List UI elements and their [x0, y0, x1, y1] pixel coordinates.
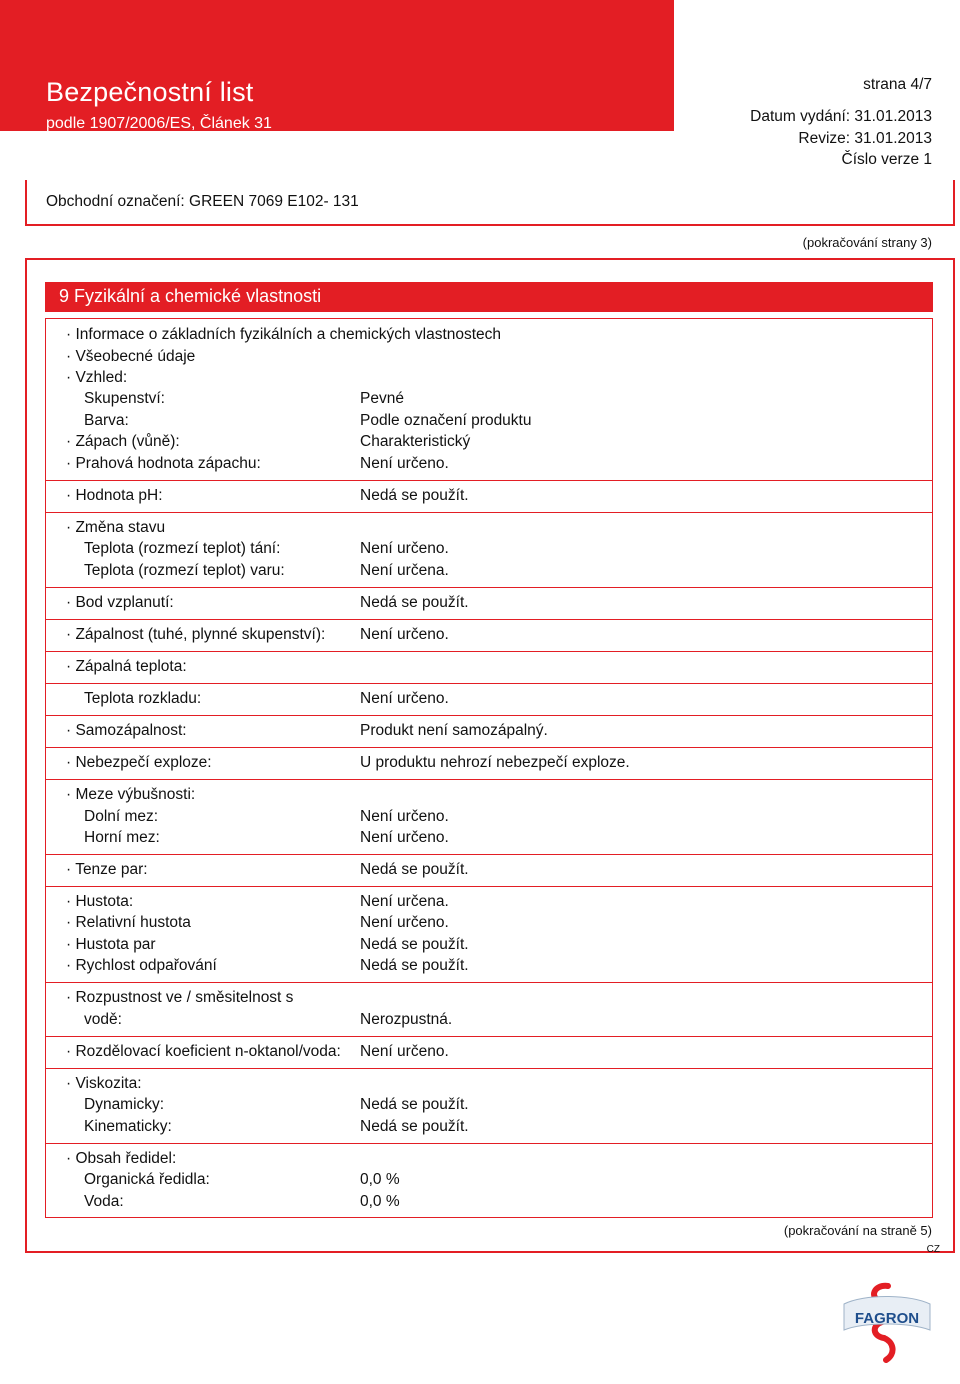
- property-value: Není určeno.: [360, 914, 449, 931]
- property-value: Nedá se použít.: [360, 936, 469, 953]
- property-label: · Informace o základních fyzikálních a chemických vlastnostech: [66, 326, 502, 343]
- property-value: Není určena.: [360, 562, 449, 579]
- property-label: · Relativní hustota: [66, 914, 191, 931]
- trade-name: Obchodní označení: GREEN 7069 E102- 131: [46, 193, 359, 210]
- property-value: Není určeno.: [360, 829, 449, 846]
- property-value: Není určena.: [360, 893, 449, 910]
- property-value: Nedá se použít.: [360, 861, 469, 878]
- section-header: [45, 282, 933, 312]
- language-code: CZ: [926, 1244, 940, 1255]
- property-label: · Hustota par: [66, 936, 156, 953]
- property-value: Produkt není samozápalný.: [360, 722, 548, 739]
- property-label: Skupenství:: [84, 390, 165, 407]
- property-label: · Hodnota pH:: [66, 487, 163, 504]
- fagron-logo-icon: [838, 1280, 936, 1370]
- property-label: · Rozpustnost ve / směsitelnost s: [66, 989, 294, 1006]
- row-divider: [46, 480, 932, 481]
- version-number: Číslo verze 1: [841, 151, 932, 168]
- property-value: Charakteristický: [360, 433, 471, 450]
- section-title: 9 Fyzikální a chemické vlastnosti: [59, 286, 322, 306]
- property-label: Teplota (rozmezí teplot) tání:: [84, 540, 281, 557]
- row-divider: [46, 651, 932, 652]
- property-label: · Změna stavu: [66, 519, 166, 536]
- property-label: · Vzhled:: [66, 369, 128, 386]
- property-label: · Rychlost odpařování: [66, 957, 217, 974]
- property-label: · Viskozita:: [66, 1075, 142, 1092]
- property-label: · Zápalnost (tuhé, plynné skupenství):: [66, 626, 326, 643]
- property-value: Nedá se použít.: [360, 1118, 469, 1135]
- row-divider: [46, 683, 932, 684]
- document-subtitle: podle 1907/2006/ES, Článek 31: [46, 115, 272, 132]
- row-divider: [46, 854, 932, 855]
- header-banner: [0, 0, 674, 131]
- row-divider: [46, 715, 932, 716]
- revision-date: Revize: 31.01.2013: [798, 130, 932, 147]
- property-label: · Prahová hodnota zápachu:: [66, 455, 261, 472]
- property-label: vodě:: [84, 1011, 122, 1028]
- property-value: Není určeno.: [360, 1043, 449, 1060]
- row-divider: [46, 1068, 932, 1069]
- row-divider: [46, 747, 932, 748]
- property-label: Organická ředidla:: [84, 1171, 210, 1188]
- property-value: Není určeno.: [360, 690, 449, 707]
- document-title: Bezpečnostní list: [46, 77, 254, 107]
- property-value: Nedá se použít.: [360, 594, 469, 611]
- property-value: Nedá se použít.: [360, 1096, 469, 1113]
- row-divider: [46, 512, 932, 513]
- property-label: · Nebezpečí exploze:: [66, 754, 212, 771]
- property-label: Teplota rozkladu:: [84, 690, 202, 707]
- property-value: Nedá se použít.: [360, 487, 469, 504]
- logo-text: FAGRON: [854, 1310, 920, 1327]
- property-label: · Meze výbušnosti:: [66, 786, 196, 803]
- continuation-from: (pokračování strany 3): [802, 235, 932, 250]
- property-value: Podle označení produktu: [360, 412, 532, 429]
- property-label: Horní mez:: [84, 829, 160, 846]
- property-label: Voda:: [84, 1193, 124, 1210]
- property-label: Dynamicky:: [84, 1096, 165, 1113]
- row-divider: [46, 1036, 932, 1037]
- page-number: strana 4/7: [863, 76, 932, 93]
- property-label: · Rozdělovací koeficient n-oktanol/voda:: [66, 1043, 341, 1060]
- row-divider: [46, 619, 932, 620]
- property-label: · Hustota:: [66, 893, 134, 910]
- property-value: Není určeno.: [360, 455, 449, 472]
- property-value: Není určeno.: [360, 626, 449, 643]
- property-label: · Všeobecné údaje: [66, 348, 196, 365]
- property-label: Dolní mez:: [84, 808, 159, 825]
- property-label: · Tenze par:: [66, 861, 148, 878]
- property-label: · Bod vzplanutí:: [66, 594, 174, 611]
- property-label: · Samozápalnost:: [66, 722, 187, 739]
- property-value: 0,0 %: [360, 1171, 400, 1188]
- property-label: Barva:: [84, 412, 129, 429]
- property-label: · Obsah ředidel:: [66, 1150, 177, 1167]
- issue-date: Datum vydání: 31.01.2013: [750, 108, 932, 125]
- property-label: · Zápach (vůně):: [66, 433, 180, 450]
- property-label: Teplota (rozmezí teplot) varu:: [84, 562, 285, 579]
- continuation-to: (pokračování na straně 5): [783, 1223, 932, 1238]
- row-divider: [46, 1143, 932, 1144]
- property-value: Pevné: [360, 390, 404, 407]
- property-value: Není určeno.: [360, 540, 449, 557]
- trade-name-box: [25, 180, 955, 226]
- property-label: Kinematicky:: [84, 1118, 172, 1135]
- row-divider: [46, 779, 932, 780]
- row-divider: [46, 886, 932, 887]
- property-value: Nedá se použít.: [360, 957, 469, 974]
- fagron-logo: [838, 1280, 936, 1370]
- property-value: Není určeno.: [360, 808, 449, 825]
- property-value: 0,0 %: [360, 1193, 400, 1210]
- property-value: Nerozpustná.: [360, 1011, 453, 1028]
- property-label: · Zápalná teplota:: [66, 658, 187, 675]
- row-divider: [46, 982, 932, 983]
- property-value: U produktu nehrozí nebezpečí exploze.: [360, 754, 630, 771]
- row-divider: [46, 587, 932, 588]
